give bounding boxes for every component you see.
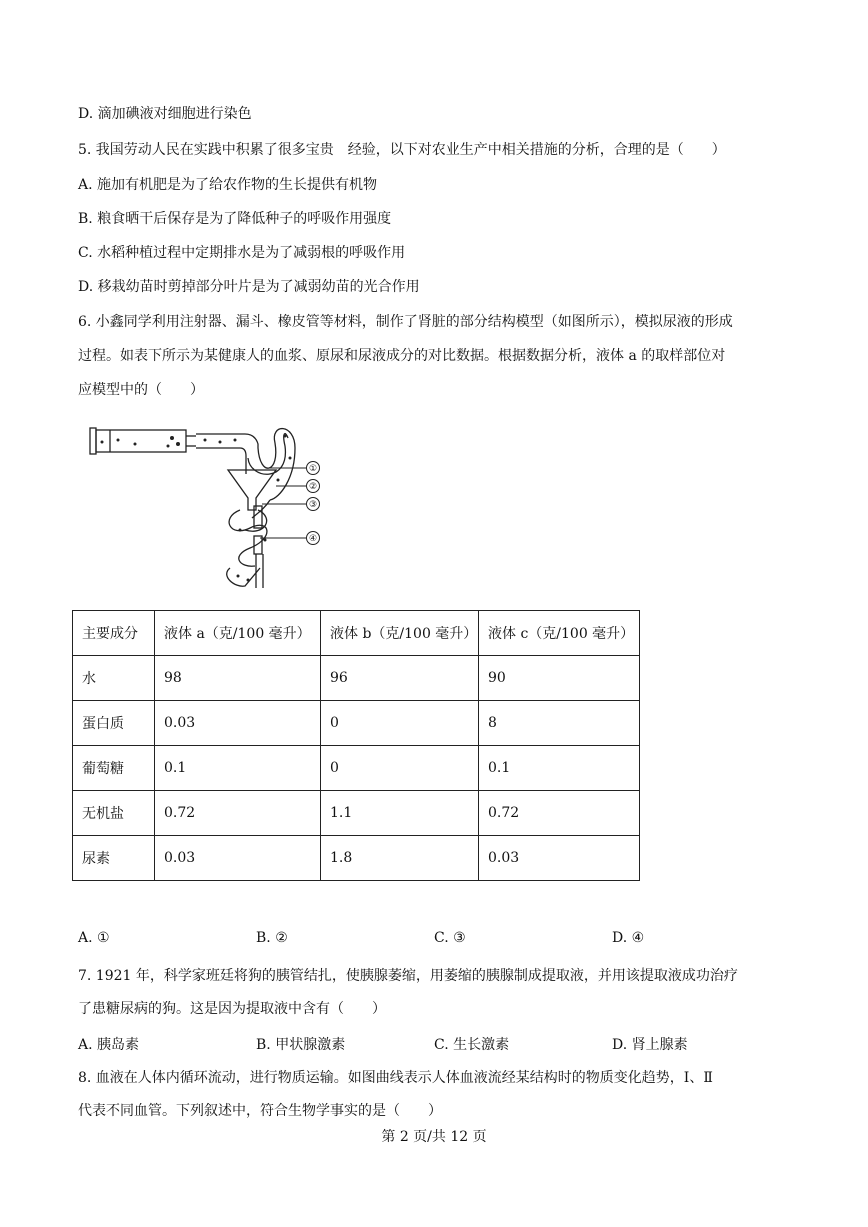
table-cell: 水 <box>73 656 155 701</box>
table-row <box>73 701 640 746</box>
q4-option-d: D. 滴加碘液对细胞进行染色 <box>78 106 252 122</box>
table-cell: 8 <box>479 701 640 746</box>
table-cell: 90 <box>479 656 640 701</box>
q6-option-b: B. ② <box>256 930 288 946</box>
q5-option-a: A. 施加有机肥是为了给农作物的生长提供有机物 <box>78 177 378 193</box>
question-7-stem-line1: 7. 1921 年，科学家班廷将狗的胰管结扎，使胰腺萎缩，用萎缩的胰腺制成提取液，并用该提取液成功治疗 <box>78 968 738 984</box>
syringe-plunger <box>90 428 96 454</box>
table-cell: 0.03 <box>155 836 321 881</box>
table-cell: 葡萄糖 <box>73 746 155 791</box>
table-cell: 无机盐 <box>73 791 155 836</box>
table-cell: 0.72 <box>155 791 321 836</box>
q5-option-c: C. 水稻种植过程中定期排水是为了减弱根的呼吸作用 <box>78 245 406 261</box>
q7-option-c: C. 生长激素 <box>434 1037 510 1053</box>
table-cell: 0.03 <box>479 836 640 881</box>
table-cell: 1.1 <box>321 791 479 836</box>
label-4: ④ <box>308 534 318 544</box>
q7-option-b: B. 甲状腺激素 <box>256 1037 346 1053</box>
composition-table <box>72 610 640 881</box>
table-header-cell: 主要成分 <box>73 611 155 656</box>
question-7-stem-line2: 了患糖尿病的狗。这是因为提取液中含有（ ） <box>78 1001 386 1017</box>
table-cell: 0 <box>321 701 479 746</box>
q7-option-d: D. 肾上腺素 <box>612 1037 688 1053</box>
table-row <box>73 836 640 881</box>
table-cell: 蛋白质 <box>73 701 155 746</box>
label-3: ③ <box>308 500 318 510</box>
q6-option-a: A. ① <box>78 930 110 946</box>
table-row <box>73 791 640 836</box>
table-row <box>73 746 640 791</box>
q6-option-d: D. ④ <box>612 930 645 946</box>
table-cell: 0 <box>321 746 479 791</box>
question-5-stem: 5. 我国劳动人民在实践中积累了很多宝贵 经验，以下对农业生产中相关措施的分析，合理的是（ ） <box>78 142 726 158</box>
table-cell: 0.72 <box>479 791 640 836</box>
kidney-model-figure <box>80 418 340 593</box>
question-6-stem-line1: 6. 小鑫同学利用注射器、漏斗、橡皮管等材料，制作了肾脏的部分结构模型（如图所示），模拟尿液的形成 <box>78 314 733 330</box>
question-8-stem-line2: 代表不同血管。下列叙述中，符合生物学事实的是（ ） <box>78 1103 442 1119</box>
question-6-stem-line3: 应模型中的（ ） <box>78 382 204 398</box>
table-cell: 0.1 <box>155 746 321 791</box>
q7-option-a: A. 胰岛素 <box>78 1037 140 1053</box>
table-cell: 0.1 <box>479 746 640 791</box>
q6-option-c: C. ③ <box>434 930 466 946</box>
table-header-cell: 液体 a（克/100 毫升） <box>155 611 321 656</box>
table-cell: 0.03 <box>155 701 321 746</box>
label-1: ① <box>308 464 318 474</box>
label-2: ② <box>308 482 318 492</box>
table-cell: 96 <box>321 656 479 701</box>
question-8-stem-line1: 8. 血液在人体内循环流动，进行物质运输。如图曲线表示人体血液流经某结构时的物质变化趋势，Ⅰ、Ⅱ <box>78 1070 713 1086</box>
table-row <box>73 656 640 701</box>
page-footer: 第 2 页/共 12 页 <box>381 1129 487 1145</box>
table-cell: 1.8 <box>321 836 479 881</box>
glomerulus-coil <box>258 429 295 500</box>
table-header-cell: 液体 b（克/100 毫升） <box>321 611 479 656</box>
question-6-stem-line2: 过程。如表下所示为某健康人的血浆、原尿和尿液成分的对比数据。根据数据分析，液体 a 的取样部位对 <box>78 348 726 364</box>
table-cell: 尿素 <box>73 836 155 881</box>
table-cell: 98 <box>155 656 321 701</box>
q5-option-b: B. 粮食晒干后保存是为了降低种子的呼吸作用强度 <box>78 211 392 227</box>
table-header-row <box>73 611 640 656</box>
table-header-cell: 液体 c（克/100 毫升） <box>479 611 640 656</box>
q5-option-d: D. 移栽幼苗时剪掉部分叶片是为了减弱幼苗的光合作用 <box>78 279 420 295</box>
